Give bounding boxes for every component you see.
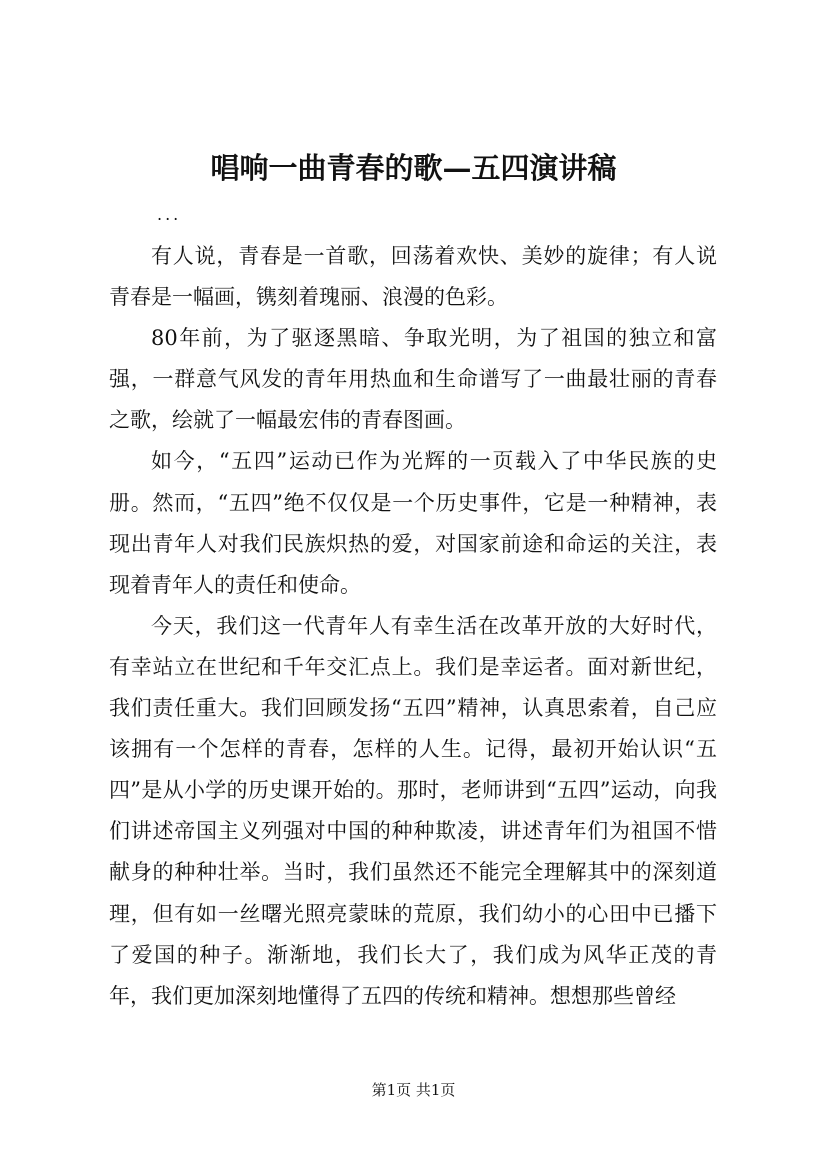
paragraph: 今天，我们这一代青年人有幸生活在改革开放的大好时代，有幸站立在世纪和千年交汇点上。我们是幸运者。面对新世纪，我们责任重大。我们回顾发扬“五四”精神，认真思索着，自己应该拥有一个怎样的青春，怎样的人生。记得，最初开始认识“五四”是从小学的历史课开始的。那时，老师讲到“五四”运动，向我们讲述帝国主义列强对中国的种种欺凌，讲述青年们为祖国不惜献身的种种壮举。当时，我们虽然还不能完全理解其中的深刻道理，但有如一丝曙光照亮蒙昧的荒原，我们幼小的心田中已播下了爱国的种子。渐渐地，我们长大了，我们成为风华正茂的青年，我们更加深刻地懂得了五四的传统和精神。想想那些曾经 [109, 613, 717, 1008]
paragraph: 80年前，为了驱逐黑暗、争取光明，为了祖国的独立和富强，一群意气风发的青年用热血和生命谱写了一曲最壮丽的青春之歌，绘就了一幅最宏伟的青春图画。 [109, 326, 717, 433]
page-footer: 第1页 共1页 [371, 1081, 456, 1099]
document-title: 唱响一曲青春的歌—五四演讲稿 [210, 151, 617, 185]
ellipsis-text: ... [157, 205, 182, 224]
paragraph: 有人说，青春是一首歌，回荡着欢快、美妙的旋律；有人说青春是一幅画，镌刻着瑰丽、浪漫的色彩。 [109, 244, 717, 310]
document-body [109, 236, 717, 1017]
paragraph: 如今，“五四”运动已作为光辉的一页载入了中华民族的史册。然而，“五四”绝不仅仅是一个历史事件，它是一种精神，表现出青年人对我们民族炽热的爱，对国家前途和命运的关注，表现着青年人的责任和使命。 [109, 449, 717, 597]
